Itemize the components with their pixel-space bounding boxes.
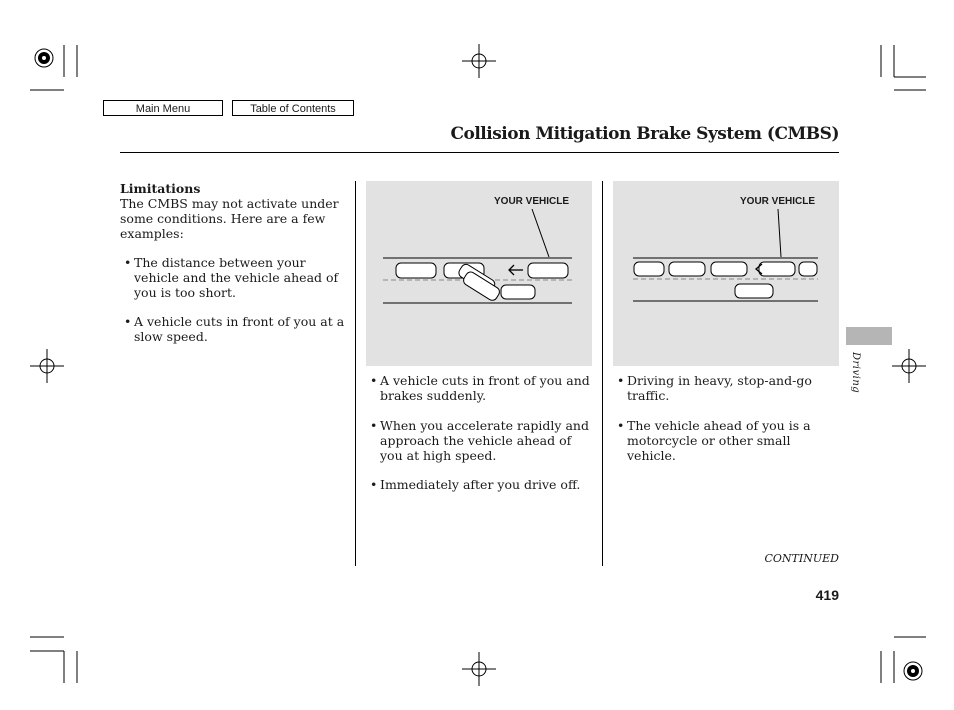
bullet-icon: • <box>124 314 132 329</box>
car-icon <box>528 263 568 278</box>
cut-in-illustration <box>366 181 592 366</box>
bullet-icon: • <box>370 477 378 492</box>
your-vehicle-label: YOUR VEHICLE <box>740 196 816 207</box>
list-item-text: When you accelerate rapidly and approach the vehicle ahead of you at high speed. <box>380 418 589 463</box>
bullet-icon: • <box>370 373 378 388</box>
traffic-diagram <box>613 181 839 366</box>
list-item <box>124 314 348 344</box>
car-icon <box>634 262 664 276</box>
bullet-icon: • <box>370 418 378 433</box>
car-icon <box>501 285 535 299</box>
crop-mark-top-left <box>30 45 77 90</box>
section-heading: Limitations <box>120 181 201 196</box>
bullet-icon: • <box>617 373 625 388</box>
list-item-text: The vehicle ahead of you is a motorcycle or other small vehicle. <box>627 418 811 463</box>
list-item <box>124 255 348 300</box>
section-tab-label: Driving <box>850 352 861 394</box>
section-tab <box>846 327 892 345</box>
list-item-text: The distance between your vehicle and the vehicle ahead of you is too short. <box>134 255 339 300</box>
column-divider <box>355 181 356 566</box>
list-item <box>370 418 592 463</box>
car-icon <box>759 262 795 276</box>
your-vehicle-label: YOUR VEHICLE <box>494 196 570 207</box>
traffic-illustration <box>613 181 839 366</box>
list-item <box>617 373 841 403</box>
list-item <box>370 373 592 403</box>
car-icon <box>669 262 705 276</box>
main-menu-button[interactable]: Main Menu <box>103 100 223 116</box>
car-icon <box>396 263 436 278</box>
left-column <box>120 181 348 241</box>
column-divider <box>602 181 603 566</box>
car-icon <box>735 284 773 298</box>
page-title: Collision Mitigation Brake System (CMBS) <box>450 124 839 144</box>
intro-text: The CMBS may not activate under some conditions. Here are a few examples: <box>120 196 339 241</box>
table-of-contents-button[interactable]: Table of Contents <box>232 100 354 116</box>
list-item-text: Immediately after you drive off. <box>380 477 581 492</box>
continued-label: CONTINUED <box>764 552 839 565</box>
list-item-text: Driving in heavy, stop-and-go traffic. <box>627 373 812 403</box>
bullet-icon: • <box>617 418 625 433</box>
car-icon <box>799 262 817 276</box>
list-item-text: A vehicle cuts in front of you and brakes suddenly. <box>380 373 590 403</box>
bullet-icon: • <box>124 255 132 270</box>
traffic-diagram <box>366 181 592 366</box>
page-number: 419 <box>815 587 839 603</box>
list-item <box>370 477 592 492</box>
crosshair-icon <box>462 44 496 78</box>
car-icon <box>711 262 747 276</box>
list-item <box>617 418 841 463</box>
list-item-text: A vehicle cuts in front of you at a slow speed. <box>134 314 345 344</box>
title-rule <box>120 152 839 153</box>
